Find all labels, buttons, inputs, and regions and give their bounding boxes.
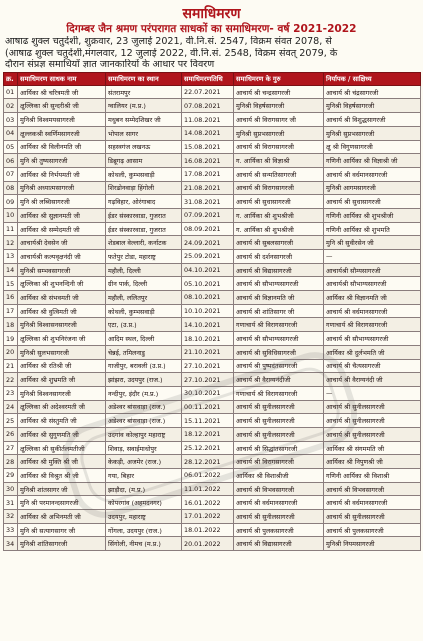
cell-place: शेडबाल वेल्लारी, कर्नाटक: [106, 236, 182, 250]
cell-serial: 23: [4, 386, 18, 400]
table-row: [4, 277, 421, 291]
cell-serial: 17: [4, 304, 18, 318]
cell-name: मुनि श्री सत्यागसागर जी: [18, 523, 106, 537]
cell-serial: 13: [4, 250, 18, 264]
table-row: [4, 386, 421, 400]
cell-place: अडेश्वर बांसवाड़ा (राज.): [106, 414, 182, 428]
cell-place: झांझरा, उदयपुर (राज.): [106, 373, 182, 387]
cell-name: मुनिश्री विश्वनसागरजी: [18, 386, 106, 400]
cell-name: आर्यिका श्री सुज्ञानमती जी: [18, 208, 106, 222]
cell-guru: आचार्य श्री सुबलसागरजी: [234, 236, 324, 250]
table-header-row: [4, 72, 421, 85]
cell-niryapak: आर्यिका श्री संगममति जी: [324, 441, 421, 455]
cell-date: 22.07.2021: [182, 85, 234, 99]
table-row: [4, 236, 421, 250]
cell-serial: 07: [4, 167, 18, 181]
cell-serial: 19: [4, 332, 18, 346]
cell-place: कोपरगांव (अहमदनगर): [106, 496, 182, 510]
cell-name: मुनिश्री शांतसागर जी: [18, 482, 106, 496]
cell-name: मुनिश्री सम्भवसागरजी: [18, 263, 106, 277]
cell-date: 11.08.2021: [182, 113, 234, 127]
cell-date: 15.08.2021: [182, 140, 234, 154]
cell-name: आर्यिका श्री संभवमती जी: [18, 291, 106, 305]
cell-serial: 25: [4, 414, 18, 428]
cell-name: क्षुल्लिका श्री सुकीर्तलमतीजी: [18, 441, 106, 455]
cell-place: फतेपुर टोडा, महाराष्ट्र: [106, 250, 182, 264]
cell-place: कोथली, कुम्भसवाड़ी: [106, 304, 182, 318]
cell-niryapak: आचार्य श्री वर्धमानसागरजी: [324, 167, 421, 181]
table-row: [4, 510, 421, 524]
table-row: [4, 496, 421, 510]
cell-name: मुनिश्री विश्वासनसागरजी: [18, 318, 106, 332]
cell-niryapak: मुनिश्री नियमसागरजी: [324, 537, 421, 551]
cell-place: गढ़विहार, ओरंगाबाद: [106, 195, 182, 209]
samadhi-table: [3, 72, 421, 551]
cell-serial: 15: [4, 277, 18, 291]
cell-guru: आचार्य श्री विरागसागरजी: [234, 140, 324, 154]
cell-serial: 33: [4, 523, 18, 537]
cell-niryapak: आचार्य श्री सुनीलसागरजी: [324, 427, 421, 441]
cell-serial: 29: [4, 469, 18, 483]
cell-date: 20.01.2022: [182, 537, 234, 551]
cell-niryapak: गणाचार्य श्री विरागसागरजी: [324, 318, 421, 332]
cell-date: 14.08.2021: [182, 126, 234, 140]
table-row: [4, 304, 421, 318]
cell-date: 08.09.2021: [182, 222, 234, 236]
cell-date: 05.10.2021: [182, 277, 234, 291]
table-row: [4, 154, 421, 168]
cell-name: आचार्यश्री देवसेन जी: [18, 236, 106, 250]
table-row: [4, 195, 421, 209]
page-subtitle: दिगम्बर जैन श्रमण परंपरागत साधकों का समाधिमरण- वर्ष 2021-2022: [66, 23, 357, 35]
cell-date: 00.11.2021: [182, 400, 234, 414]
cell-serial: 21: [4, 359, 18, 373]
table-row: [4, 126, 421, 140]
cell-date: 25.12.2021: [182, 441, 234, 455]
table-row: [4, 359, 421, 373]
cell-name: मुनि श्री लब्धिसागरजी: [18, 195, 106, 209]
table-row: [4, 537, 421, 551]
cell-date: 25.09.2021: [182, 250, 234, 264]
cell-serial: 28: [4, 455, 18, 469]
cell-serial: 16: [4, 291, 18, 305]
cell-guru: आचार्य श्री सौभाग्यसागरजी: [234, 332, 324, 346]
col-guru: समाधिमरण के गुरु: [234, 72, 324, 85]
cell-niryapak: आर्यिका श्री विज्ञानमति जी: [324, 291, 421, 305]
cell-guru: आचार्य श्री वर्धमानसागरजी: [234, 496, 324, 510]
cell-serial: 31: [4, 496, 18, 510]
cell-guru: आचार्य श्री विभवसागरजी: [234, 482, 324, 496]
cell-place: संतरामपुर: [106, 85, 182, 99]
cell-name: आर्यिका श्री विलीनमति जी: [18, 140, 106, 154]
cell-date: 15.11.2021: [182, 414, 234, 428]
cell-date: 27.10.2021: [182, 373, 234, 387]
cell-date: 07.09.2021: [182, 208, 234, 222]
cell-place: कोथली, कुम्भसवाड़ी: [106, 167, 182, 181]
cell-serial: 30: [4, 482, 18, 496]
cell-serial: 04: [4, 126, 18, 140]
cell-date: 16.08.2021: [182, 154, 234, 168]
table-row: [4, 427, 421, 441]
cell-niryapak: आचार्य श्री चैत्यसागरजी: [324, 359, 421, 373]
cell-niryapak: मुनिश्री आगमसागरजी: [324, 181, 421, 195]
cell-guru: आचार्य श्री सुधासागरजी: [234, 195, 324, 209]
cell-serial: 01: [4, 85, 18, 99]
cell-name: आर्यिका श्री शुभ्रमति जी: [18, 373, 106, 387]
cell-place: ईडर संस्कारवाडा, गुजरात: [106, 208, 182, 222]
cell-niryapak: गणिनी आर्यिका श्री विज्ञाश्री जी: [324, 154, 421, 168]
cell-date: 27.10.2021: [182, 359, 234, 373]
cell-serial: 03: [4, 113, 18, 127]
cell-date: 31.08.2021: [182, 195, 234, 209]
cell-serial: 32: [4, 510, 18, 524]
cell-guru: आचार्य श्री चन्द्रसागरजी: [234, 85, 324, 99]
cell-niryapak: आचार्यश्री सौम्यसागरजी: [324, 263, 421, 277]
cell-niryapak: आचार्य श्री चंद्रसागरजी: [324, 85, 421, 99]
cell-date: 16.01.2022: [182, 496, 234, 510]
cell-guru: आचार्य श्री सुविधिसागरजी: [234, 345, 324, 359]
cell-niryapak: गणिनी आर्यिका श्री विशाश्री: [324, 469, 421, 483]
cell-guru: आचार्य श्री विरागसागरजी: [234, 181, 324, 195]
table-row: [4, 222, 421, 236]
table-row: [4, 318, 421, 332]
cell-guru: आचार्य श्री सुनीलसागरजी: [234, 427, 324, 441]
cell-date: 28.12.2021: [182, 455, 234, 469]
cell-guru: आचार्य श्री विरागसागरजी: [234, 455, 324, 469]
col-place: समाधिमरण का स्थान: [106, 72, 182, 85]
cell-guru: आचार्य श्री सुनीलसागरजी: [234, 414, 324, 428]
cell-place: गया, बिहार: [106, 469, 182, 483]
cell-place: शिवाड़, सवाईमाधोपुर: [106, 441, 182, 455]
cell-niryapak: आचार्यश्री सौभाग्यसागरजी: [324, 277, 421, 291]
cell-place: अडेश्वर बांसवाड़ा (राज.): [106, 400, 182, 414]
cell-name: आर्यिका श्री अभिनमती जी: [18, 510, 106, 524]
col-name: समाधिमरण साधक नाम: [18, 72, 106, 85]
table-row: [4, 441, 421, 455]
cell-name: क्षुल्लिका श्री अदेश्वरमती जी: [18, 400, 106, 414]
cell-date: 24.09.2021: [182, 236, 234, 250]
cell-guru: आचार्य श्री विद्यासागरजी: [234, 263, 324, 277]
cell-place: चेन्नई, तमिलनाडु: [106, 345, 182, 359]
cell-guru: आचार्य श्री दर्शनसागरजी: [234, 250, 324, 264]
cell-name: आर्यिका श्री सम्मेदमती जी: [18, 222, 106, 236]
cell-guru: आचार्य श्री सन्मतिसागरजी: [234, 167, 324, 181]
table-row: [4, 482, 421, 496]
cell-place: गाजीपुर, बरावली (उ.प्र.): [106, 359, 182, 373]
cell-serial: 22: [4, 373, 18, 387]
info-line-1: आषाढ शुक्ल चतुर्दशी, शुक्रवार, 23 जुलाई 2021, वी.नि.सं. 2547, विक्रम संवत 2078, से: [5, 36, 332, 47]
col-serial: क्र.: [4, 72, 18, 85]
cell-serial: 11: [4, 222, 18, 236]
cell-name: क्षुल्लिका श्री शुभनिरंजना जी: [18, 332, 106, 346]
cell-place: केकड़ी, अजमेर (राज.): [106, 455, 182, 469]
cell-name: आर्यिका श्री मुक्ति श्री जी: [18, 455, 106, 469]
cell-serial: 34: [4, 537, 18, 551]
cell-niryapak: आचार्य श्री सुधासागरजी: [324, 195, 421, 209]
table-body: [4, 85, 421, 550]
cell-serial: 27: [4, 441, 18, 455]
cell-place: एटा, (उ.प्र.): [106, 318, 182, 332]
cell-guru: आचार्य श्री विरागसागर जी: [234, 113, 324, 127]
cell-guru: मुनिश्री सुप्रभसागरजी: [234, 126, 324, 140]
cell-serial: 14: [4, 263, 18, 277]
col-date: समाधिमरणतिथि: [182, 72, 234, 85]
cell-serial: 20: [4, 345, 18, 359]
cell-date: 21.08.2021: [182, 181, 234, 195]
cell-name: क्षुल्लिका श्री सुन्दरीश्री जी: [18, 99, 106, 113]
info-line-2: (आषाढ शुक्ल चतुर्दशी,मंगलवार, 12 जुलाई 2022, वी.नि.सं. 2548, विक्रम संवत् 2079, के: [5, 47, 338, 59]
table-row: [4, 400, 421, 414]
cell-name: क्षुल्लकश्री स्वर्णिमसागरजी: [18, 126, 106, 140]
cell-place: सहस्त्रगंज लखनऊ: [106, 140, 182, 154]
cell-place: नन्दीपुर, इंदौर (म.प्र.): [106, 386, 182, 400]
cell-serial: 06: [4, 154, 18, 168]
cell-date: 10.10.2021: [182, 304, 234, 318]
cell-niryapak: आचार्य श्री सुनीलसागरजी: [324, 400, 421, 414]
cell-place: डिब्रूगढ़ आसाम: [106, 154, 182, 168]
cell-guru: आचार्य श्री सिद्धांतसागरजी: [234, 441, 324, 455]
cell-date: 30.10.2021: [182, 386, 234, 400]
cell-date: 18.12.2021: [182, 427, 234, 441]
cell-place: आदिम स्थल, दिल्ली: [106, 332, 182, 346]
table-row: [4, 263, 421, 277]
cell-name: आर्यिका श्री विश्रुत श्री जी: [18, 469, 106, 483]
cell-serial: 26: [4, 427, 18, 441]
table-row: [4, 455, 421, 469]
cell-name: मुनिश्री सुलभसागरजी: [18, 345, 106, 359]
cell-niryapak: मुनिश्री सुप्रभसागरजी: [324, 126, 421, 140]
col-niryapak: निर्यापक / साक्षिध्य: [324, 72, 421, 85]
cell-guru: ग. आर्यिका श्री विज्ञाश्री: [234, 154, 324, 168]
cell-place: महौली, ललितपुर: [106, 291, 182, 305]
cell-niryapak: आचार्य श्री सुनीलसागरजी: [324, 510, 421, 524]
cell-name: मुनि श्री परमानन्दसागरजी: [18, 496, 106, 510]
cell-niryapak: आचार्य श्री वर्धमानसागरजी: [324, 304, 421, 318]
cell-serial: 18: [4, 318, 18, 332]
cell-date: 18.01.2022: [182, 523, 234, 537]
cell-serial: 24: [4, 400, 18, 414]
cell-date: 06.01.2022: [182, 469, 234, 483]
cell-niryapak: आचार्य श्री विभवसागरजी: [324, 482, 421, 496]
cell-place: ग्वालियर (म.प्र.): [106, 99, 182, 113]
cell-date: 18.10.2021: [182, 332, 234, 346]
cell-date: 04.10.2021: [182, 263, 234, 277]
cell-place: उदयपुर, महाराष्ट्र: [106, 510, 182, 524]
cell-date: 17.08.2021: [182, 167, 234, 181]
cell-guru: आचार्य श्री पुष्पदंतसागरजी: [234, 359, 324, 373]
cell-serial: 05: [4, 140, 18, 154]
table-row: [4, 250, 421, 264]
cell-name: क्षुल्लिका श्री शुभनन्दिनी जी: [18, 277, 106, 291]
cell-niryapak: आचार्य श्री पुलकसागरजी: [324, 523, 421, 537]
cell-name: आर्यिका श्री रतिश्री जी: [18, 359, 106, 373]
cell-place: शिरढोनवाड़ा हिंगोली: [106, 181, 182, 195]
cell-place: गोंगला, उदयपुर (राज.): [106, 523, 182, 537]
cell-date: 11.01.2022: [182, 482, 234, 496]
cell-serial: 12: [4, 236, 18, 250]
cell-name: मुनिश्री अध्यात्मसागरजी: [18, 181, 106, 195]
cell-serial: 02: [4, 99, 18, 113]
cell-place: महौली, दिल्ली: [106, 263, 182, 277]
cell-guru: आचार्य श्री शांतिसागर जी: [234, 304, 324, 318]
cell-name: मुनिश्री विश्वमयसागरजी: [18, 113, 106, 127]
table-row: [4, 167, 421, 181]
cell-guru: आचार्य श्री विज्ञानमति जी: [234, 291, 324, 305]
cell-place: सिंगोली, नीमच (म.प्र.): [106, 537, 182, 551]
cell-niryapak: आर्यिका श्री निपुणश्री जी: [324, 455, 421, 469]
cell-name: आर्यिका श्री संस्तुमति जी: [18, 414, 106, 428]
cell-name: मुनिश्री शांतिसागरजी: [18, 537, 106, 551]
table-row: [4, 113, 421, 127]
table-row: [4, 469, 421, 483]
cell-name: आचार्यश्री कल्पवृक्षनंदी जी: [18, 250, 106, 264]
cell-niryapak: आचार्य श्री सौभाग्यसागरजी: [324, 332, 421, 346]
page-title: समाधिमरण: [182, 6, 241, 22]
cell-serial: 10: [4, 208, 18, 222]
cell-guru: मुनिश्री विहर्षसागरजी: [234, 99, 324, 113]
cell-niryapak: —: [324, 386, 421, 400]
cell-place: ग्रीन पार्क, दिल्ली: [106, 277, 182, 291]
table-row: [4, 523, 421, 537]
cell-niryapak: क्षु श्री विगुणसागरजी: [324, 140, 421, 154]
cell-place: मधुबन सम्मेदशिखर जी: [106, 113, 182, 127]
cell-serial: 09: [4, 195, 18, 209]
cell-guru: आचार्य श्री विद्यासागरजी: [234, 537, 324, 551]
cell-place: ईडर संस्कारवाडा, गुजरात: [106, 222, 182, 236]
cell-guru: गणाचार्य श्री विरागसागरजी: [234, 318, 324, 332]
cell-niryapak: मुनिश्री विहर्षसागरजी: [324, 99, 421, 113]
table-row: [4, 140, 421, 154]
cell-name: आर्यिका श्री निर्भयमती जी: [18, 167, 106, 181]
cell-guru: गणाचार्य श्री विरागसागरजी: [234, 386, 324, 400]
table-row: [4, 414, 421, 428]
cell-niryapak: आचार्य श्री वर्धमानसागरजी: [324, 496, 421, 510]
table-row: [4, 99, 421, 113]
table-row: [4, 181, 421, 195]
cell-niryapak: आर्यिका श्री दुर्लभमति जी: [324, 345, 421, 359]
table-row: [4, 291, 421, 305]
cell-name: आर्यिका श्री वुत्विमती जी: [18, 304, 106, 318]
cell-guru: ग. आर्यिका श्री शुभश्रीजी: [234, 222, 324, 236]
cell-guru: आचार्य श्री सुनीलसागरजी: [234, 510, 324, 524]
cell-date: 07.08.2021: [182, 99, 234, 113]
table-row: [4, 208, 421, 222]
cell-place: झाड़ौदा, (म.प्र.): [106, 482, 182, 496]
cell-serial: 08: [4, 181, 18, 195]
table-row: [4, 85, 421, 99]
cell-date: 17.01.2022: [182, 510, 234, 524]
table-header: [4, 72, 421, 85]
table-row: [4, 332, 421, 346]
cell-guru: आचार्य श्री वैराग्यनंदीजी: [234, 373, 324, 387]
cell-niryapak: गणिनी आर्यिका श्री शुभमति: [324, 222, 421, 236]
cell-guru: आर्यिका श्री विशाश्रीजी: [234, 469, 324, 483]
cell-name: आर्यिका श्री सुगुणमति जी: [18, 427, 106, 441]
cell-date: 21.10.2021: [182, 345, 234, 359]
cell-niryapak: आचार्य श्री वैराग्यनंदी जी: [324, 373, 421, 387]
cell-place: भोपाल सागर: [106, 126, 182, 140]
cell-guru: आचार्य श्री सुनीलसागरजी: [234, 400, 324, 414]
cell-date: 14.10.2021: [182, 318, 234, 332]
cell-guru: ग. आर्यिका श्री शुभश्रीजी: [234, 208, 324, 222]
cell-name: मुनि श्री तुष्यसागरजी: [18, 154, 106, 168]
cell-guru: आचार्य श्री सौभाग्यसागरजी: [234, 277, 324, 291]
table-row: [4, 373, 421, 387]
cell-guru: आचार्य श्री पुलकसागरजी: [234, 523, 324, 537]
cell-niryapak: आचार्य श्री सुनीलसागरजी: [324, 414, 421, 428]
cell-niryapak: —: [324, 250, 421, 264]
cell-niryapak: मुनि श्री सुवीरसेन जी: [324, 236, 421, 250]
cell-niryapak: आचार्य श्री विशुद्धसागरजी: [324, 113, 421, 127]
cell-name: आर्यिका श्री चरित्रमती जी: [18, 85, 106, 99]
table-row: [4, 345, 421, 359]
cell-place: उदगांव कोल्हापुर महाराष्ट्र: [106, 427, 182, 441]
cell-niryapak: गणिनी आर्यिका श्री शुभश्रीजी: [324, 208, 421, 222]
info-line-3: दौरान संप्रज्ञ समाधियाँ ज्ञात जानकारियों के आधार पर विवरण: [5, 59, 215, 71]
cell-date: 08.10.2021: [182, 291, 234, 305]
